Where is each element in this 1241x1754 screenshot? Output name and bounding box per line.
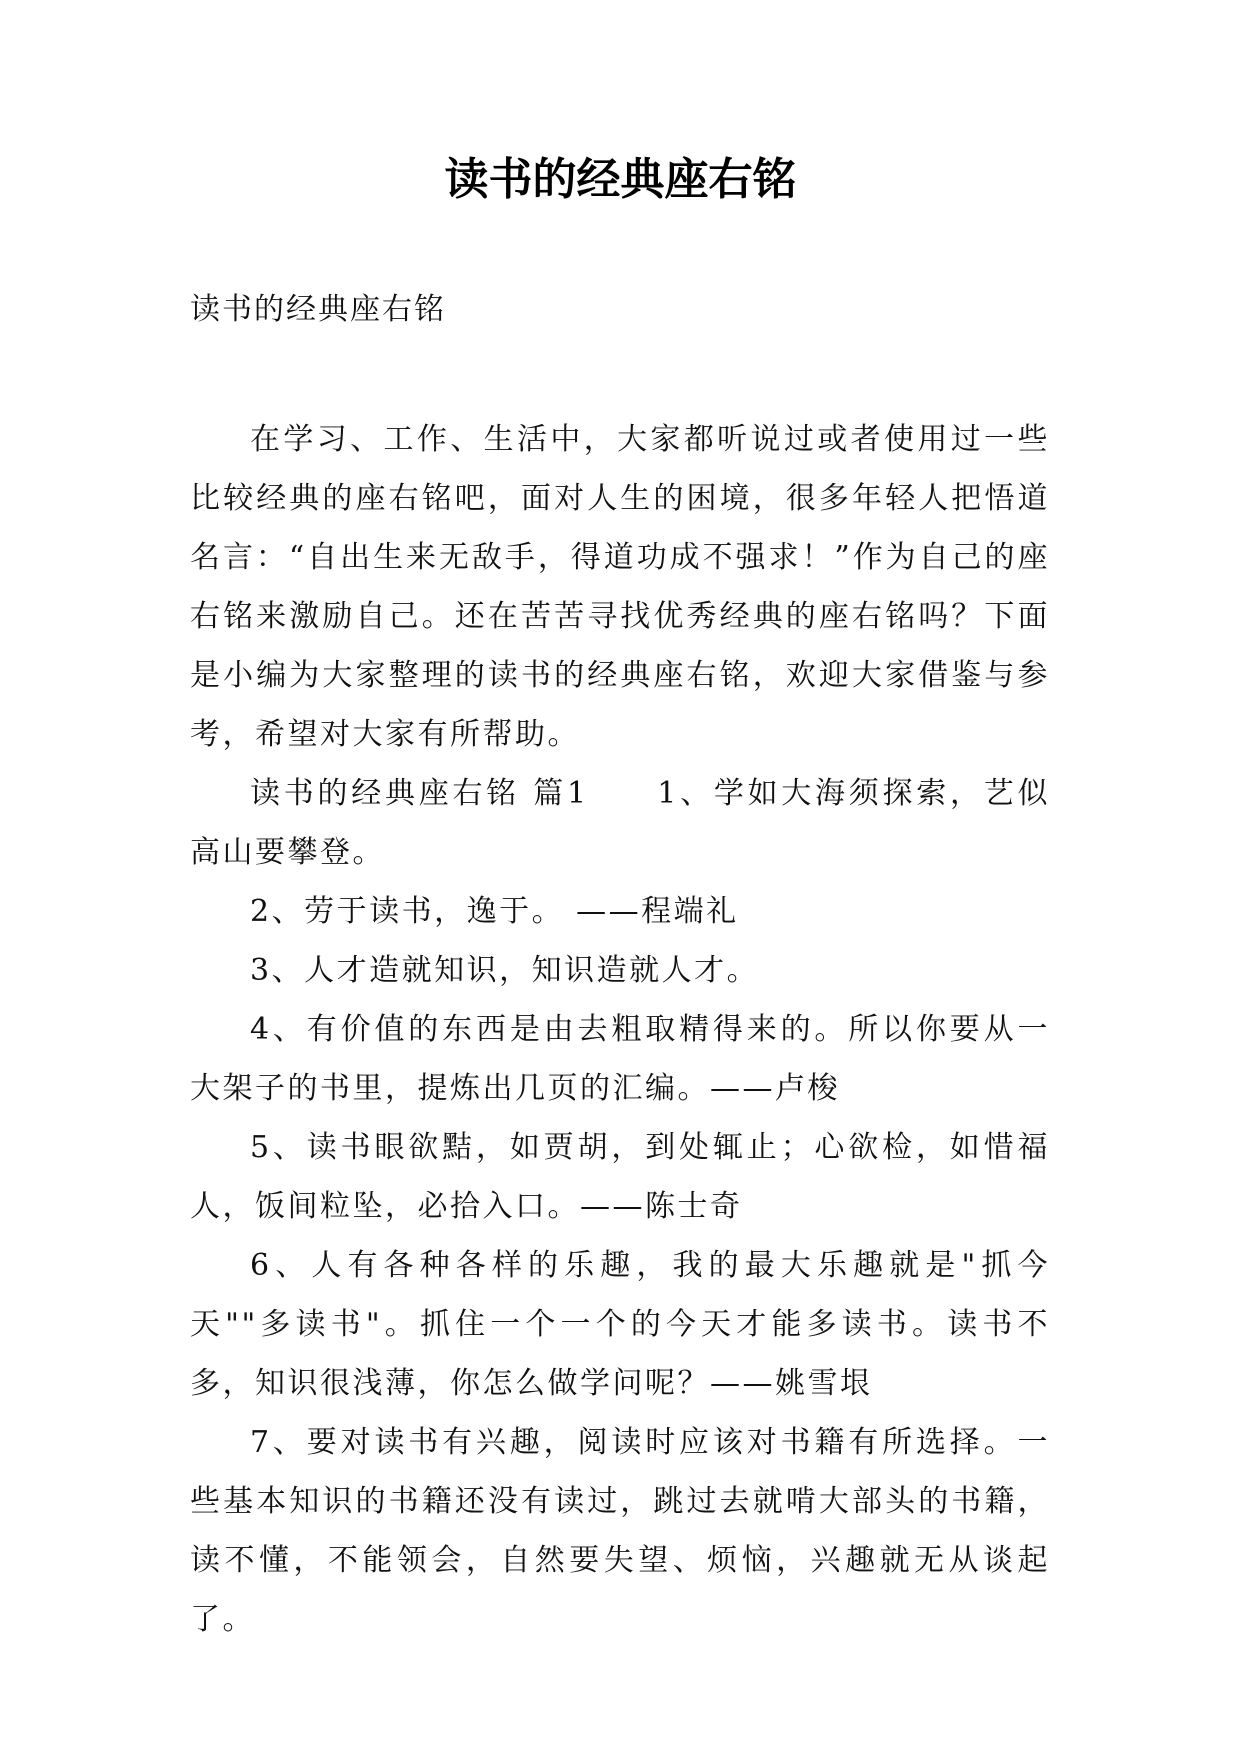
document-body bbox=[190, 410, 1050, 1649]
quote-paragraph: 2、劳于读书，逸于。 ——程端礼 bbox=[250, 894, 739, 929]
quote-paragraph: 5、读书眼欲黠，如贾胡，到处辄止；心欲检，如惜福人，饭间粒坠，必拾入口。——陈士奇 bbox=[190, 1130, 1050, 1224]
document-title: 读书的经典座右铭 bbox=[444, 154, 797, 205]
quote-paragraph: 6、人有各种各样的乐趣，我的最大乐趣就是"抓今天""多读书"。抓住一个一个的今天才能多读书。读书不多，知识很浅薄，你怎么做学问呢？——姚雪垠 bbox=[190, 1248, 1050, 1401]
quote-paragraph: 读书的经典座右铭 篇1 1、学如大海须探索，艺似高山要攀登。 bbox=[190, 776, 1050, 870]
intro-paragraph: 在学习、工作、生活中，大家都听说过或者使用过一些比较经典的座右铭吧，面对人生的困境，很多年轻人把悟道名言：“自出生来无敌手，得道功成不强求！”作为自己的座右铭来激励自己。还在苦苦寻找优秀经典的座右铭吗？下面是小编为大家整理的读书的经典座右铭，欢迎大家借鉴与参考，希望对大家有所帮助。 bbox=[190, 422, 1050, 752]
quote-paragraph: 3、人才造就知识，知识造就人才。 bbox=[250, 953, 760, 988]
quote-paragraph: 7、要对读书有兴趣，阅读时应该对书籍有所选择。一些基本知识的书籍还没有读过，跳过去就啃大部头的书籍，读不懂，不能领会，自然要失望、烦恼，兴趣就无从谈起了。 bbox=[190, 1425, 1050, 1637]
document-subtitle: 读书的经典座右铭 bbox=[190, 292, 446, 327]
quote-paragraph: 4、有价值的东西是由去粗取精得来的。所以你要从一大架子的书里，提炼出几页的汇编。——卢梭 bbox=[190, 1012, 1050, 1106]
